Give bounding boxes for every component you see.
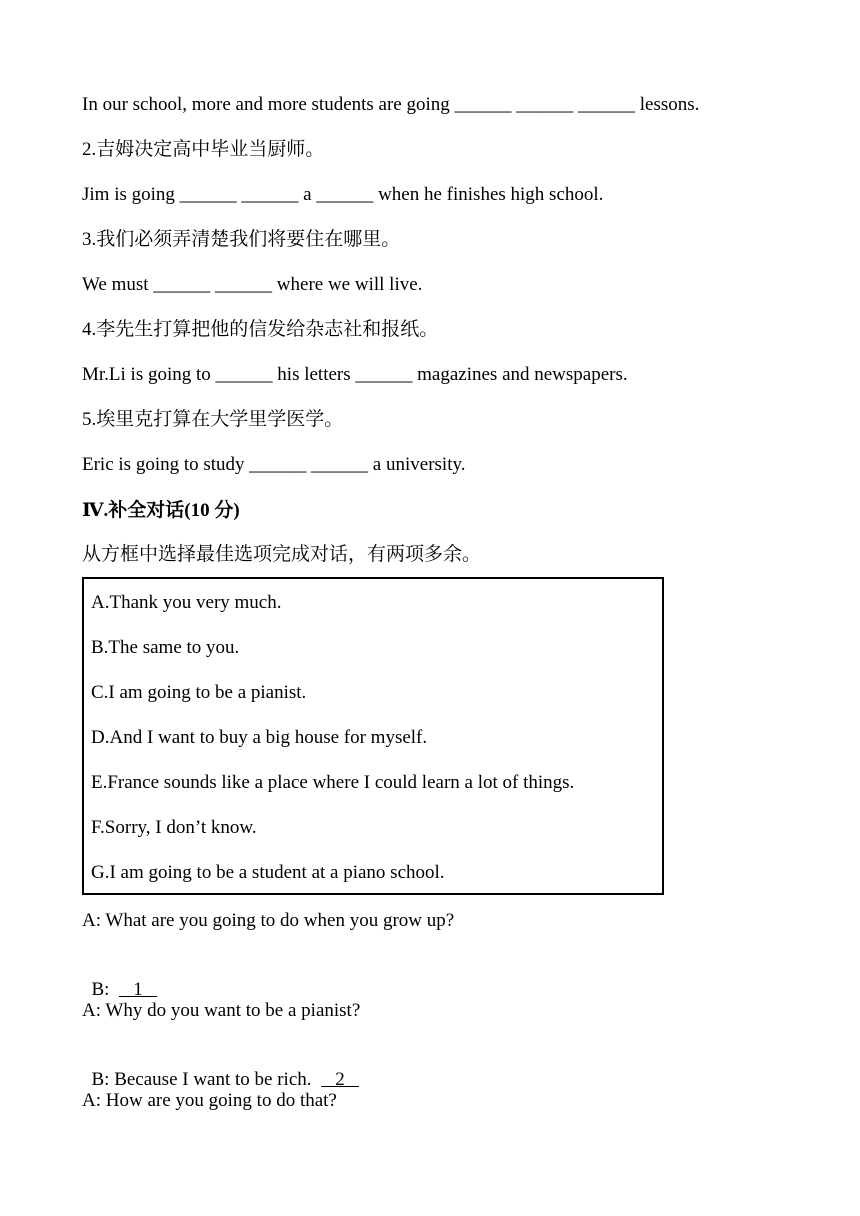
section-instruction: 从方框中选择最佳选项完成对话，有两项多余。 — [82, 544, 482, 565]
question-2-english: Jim is going ______ ______ a ______ when he finishes high school. — [82, 184, 604, 205]
options-box — [82, 577, 664, 895]
question-3-english: We must ______ ______ where we will live. — [82, 274, 423, 295]
question-4-english: Mr.Li is going to ______ his letters ______ magazines and newspapers. — [82, 364, 628, 385]
answer-blank-1: 1 — [118, 979, 157, 1000]
option-g: G.I am going to be a student at a piano school. — [91, 862, 445, 883]
dialogue-line-5: A: How are you going to do that? — [82, 1090, 337, 1111]
option-f: F.Sorry, I don’t know. — [91, 817, 257, 838]
option-e: E.France sounds like a place where I could learn a lot of things. — [91, 772, 575, 793]
question-4-chinese: 4.李先生打算把他的信发给杂志社和报纸。 — [82, 319, 439, 340]
exercise-sentence: In our school, more and more students are going ______ ______ ______ lessons. — [82, 94, 700, 115]
option-d: D.And I want to buy a big house for myself. — [91, 727, 428, 748]
option-b: B.The same to you. — [91, 637, 240, 658]
option-a: A.Thank you very much. — [91, 592, 282, 613]
dialogue-line-1: A: What are you going to do when you grow up? — [82, 910, 455, 931]
question-5-english: Eric is going to study ______ ______ a university. — [82, 454, 466, 475]
speaker-b-text: B: Because I want to be rich. — [91, 1069, 322, 1090]
question-5-chinese: 5.埃里克打算在大学里学医学。 — [82, 409, 344, 430]
dialogue-line-4 — [82, 1044, 359, 1092]
section-heading: Ⅳ.补全对话(10 分) — [82, 500, 240, 521]
question-3-chinese: 3.我们必须弄清楚我们将要住在哪里。 — [82, 229, 401, 250]
dialogue-line-3: A: Why do you want to be a pianist? — [82, 1000, 361, 1021]
question-2-chinese: 2.吉姆决定高中毕业当厨师。 — [82, 139, 325, 160]
dialogue-line-2 — [82, 954, 157, 1002]
option-c: C.I am going to be a pianist. — [91, 682, 307, 703]
answer-blank-2: 2 — [321, 1069, 360, 1090]
speaker-b-label: B: — [91, 979, 119, 1000]
